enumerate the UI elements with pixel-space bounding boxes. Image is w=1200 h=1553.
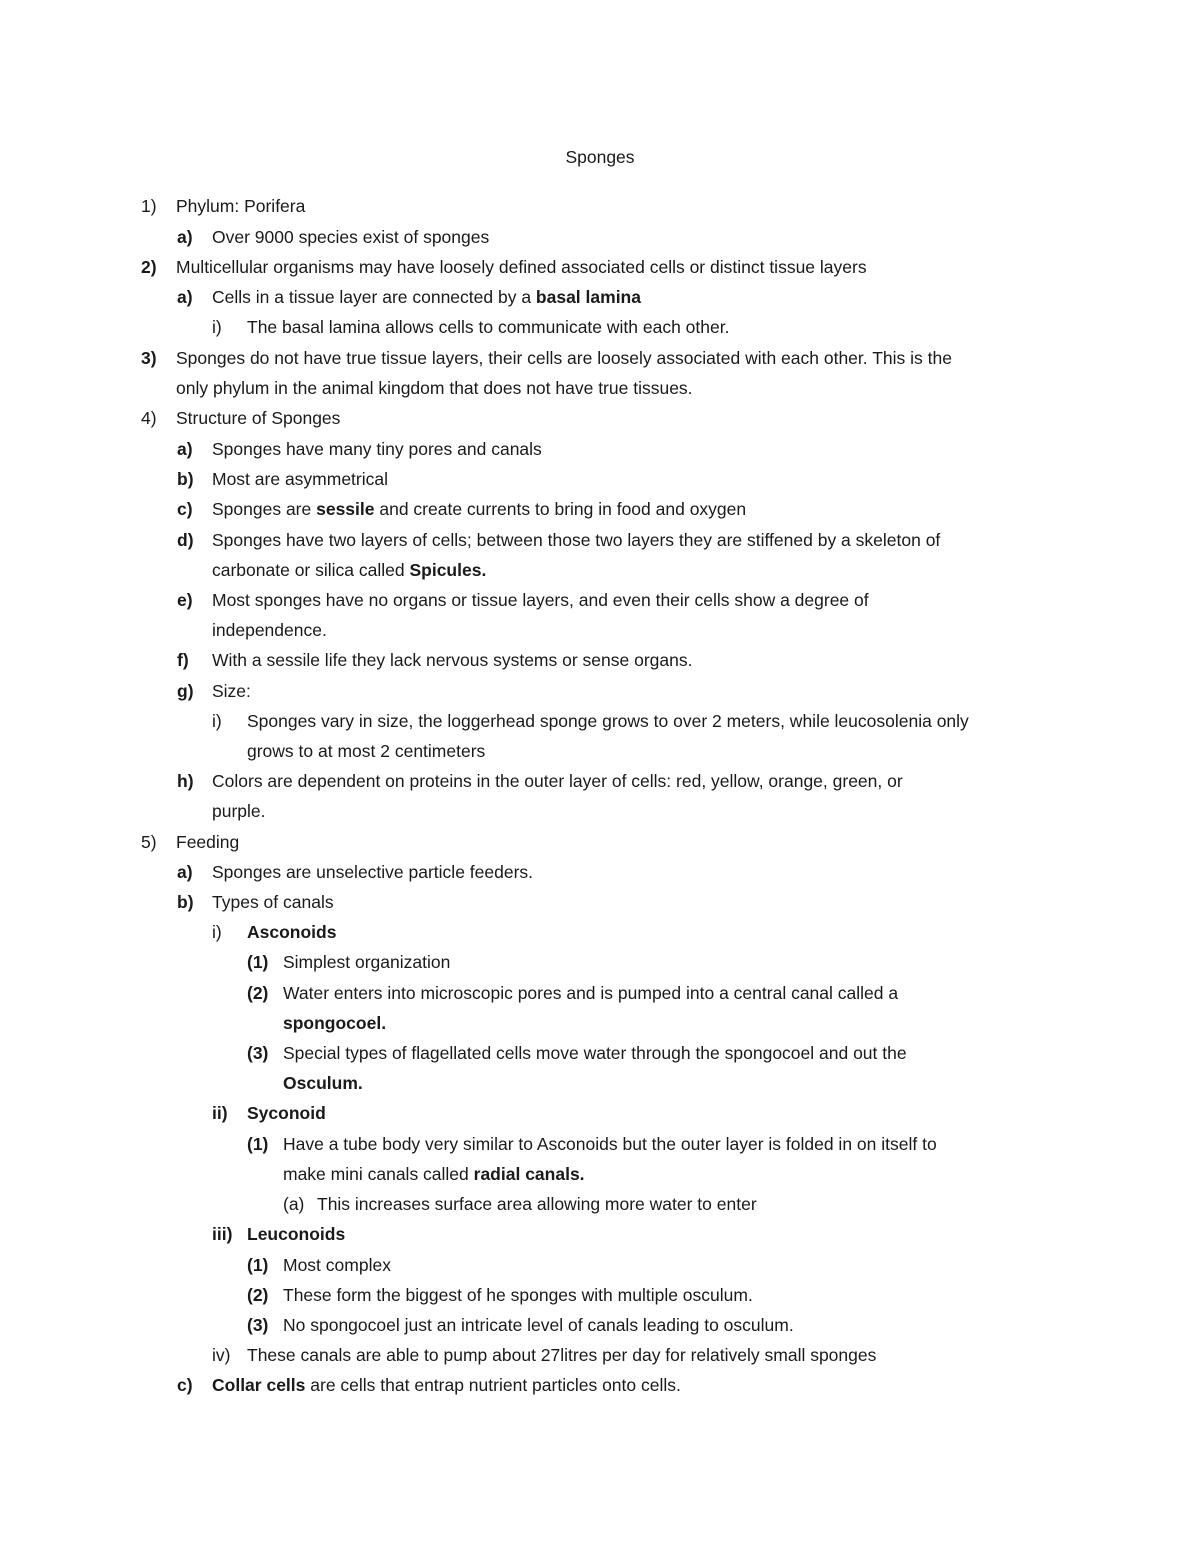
list-marker: (3)	[247, 1043, 269, 1063]
list-marker: f)	[177, 650, 189, 670]
list-item-text	[283, 1008, 386, 1038]
bold-term: spongocoel.	[283, 1013, 387, 1033]
list-marker: (2)	[247, 1285, 269, 1305]
list-item-text	[212, 676, 251, 706]
list-item-text	[212, 766, 903, 796]
text-run: Sponges do not have true tissue layers, their cells are loosely associated with each other. This is the	[176, 348, 952, 368]
text-run: Most are asymmetrical	[212, 469, 389, 489]
outline-line	[0, 1310, 1200, 1340]
list-item-text	[212, 796, 266, 826]
text-run: No spongocoel just an intricate level of canals leading to osculum.	[283, 1315, 794, 1335]
document-title: Sponges	[565, 147, 635, 167]
outline-line	[0, 434, 1200, 464]
list-marker: 1)	[141, 196, 157, 216]
list-item-text	[212, 645, 692, 675]
list-item-text	[247, 736, 485, 766]
outline-line	[0, 464, 1200, 494]
list-item-text	[176, 403, 340, 433]
text-run: Water enters into microscopic pores and is pumped into a central canal called a	[283, 983, 899, 1003]
outline-line	[0, 1340, 1200, 1370]
list-item-text	[176, 373, 693, 403]
list-item-text	[212, 615, 327, 645]
list-marker: h)	[177, 771, 194, 791]
list-item-text	[283, 1280, 753, 1310]
list-item-text	[283, 1159, 585, 1189]
bold-term: sessile	[316, 499, 375, 519]
outline-line	[0, 857, 1200, 887]
outline-line	[0, 1129, 1200, 1159]
outline-line	[0, 887, 1200, 917]
list-item-text	[247, 706, 969, 736]
list-item-text	[212, 464, 388, 494]
outline-line	[0, 706, 1200, 736]
list-item-text	[247, 917, 336, 947]
list-marker: d)	[177, 530, 194, 550]
list-item-text	[317, 1189, 757, 1219]
text-run: These canals are able to pump about 27litres per day for relatively small sponges	[247, 1345, 877, 1365]
bold-term: Spicules.	[409, 560, 487, 580]
list-marker: a)	[177, 862, 193, 882]
list-item-text	[212, 494, 746, 524]
outline-line	[0, 827, 1200, 857]
bold-term: basal lamina	[535, 287, 641, 307]
text-run: This increases surface area allowing more water to enter	[317, 1194, 757, 1214]
text-run: Feeding	[176, 832, 240, 852]
list-marker: (2)	[247, 983, 269, 1003]
text-run: The basal lamina allows cells to communicate with each other.	[247, 317, 730, 337]
text-run: Simplest organization	[283, 952, 451, 972]
list-marker: ii)	[212, 1103, 228, 1123]
list-item-text	[176, 191, 305, 221]
bold-term: Collar cells	[212, 1375, 306, 1395]
list-item-text	[247, 312, 729, 342]
list-marker: e)	[177, 590, 193, 610]
list-item-text	[283, 978, 898, 1008]
list-item-text	[212, 887, 334, 917]
list-marker: iv)	[212, 1345, 231, 1365]
list-item-text	[212, 555, 486, 585]
outline-line	[0, 1068, 1200, 1098]
list-marker: c)	[177, 499, 193, 519]
text-run: Sponges have many tiny pores and canals	[212, 439, 542, 459]
list-item-text	[247, 1340, 876, 1370]
text-run: Sponges vary in size, the loggerhead sponge grows to over 2 meters, while leucosolenia only	[247, 711, 969, 731]
text-run: Phylum: Porifera	[176, 196, 306, 216]
outline-line	[0, 796, 1200, 826]
list-item-text	[283, 1310, 794, 1340]
list-item-text	[283, 1250, 391, 1280]
outline-line	[0, 947, 1200, 977]
list-marker: 5)	[141, 832, 157, 852]
text-run: only phylum in the animal kingdom that does not have true tissues.	[176, 378, 693, 398]
text-run: Cells in a tissue layer are connected by a	[212, 287, 536, 307]
list-marker: (1)	[247, 1255, 269, 1275]
outline-line	[0, 978, 1200, 1008]
text-run: purple.	[212, 801, 266, 821]
outline-line	[0, 191, 1200, 221]
outline-line	[0, 1370, 1200, 1400]
text-run: Size:	[212, 681, 251, 701]
outline-line	[0, 615, 1200, 645]
list-item-text	[283, 1068, 363, 1098]
text-run: grows to at most 2 centimeters	[247, 741, 486, 761]
text-run: Special types of flagellated cells move water through the spongocoel and out the	[283, 1043, 907, 1063]
list-marker: i)	[212, 317, 222, 337]
list-item-text	[176, 343, 952, 373]
outline-line	[0, 252, 1200, 282]
outline-line	[0, 525, 1200, 555]
list-item-text	[212, 434, 542, 464]
list-marker: g)	[177, 681, 194, 701]
list-item-text	[212, 222, 489, 252]
outline-line	[0, 1280, 1200, 1310]
outline-line	[0, 222, 1200, 252]
list-marker: (1)	[247, 1134, 269, 1154]
list-marker: a)	[177, 227, 193, 247]
text-run: Multicellular organisms may have loosely defined associated cells or distinct tissue layers	[176, 257, 867, 277]
list-item-text	[212, 585, 869, 615]
outline-line	[0, 585, 1200, 615]
outline-line	[0, 1189, 1200, 1219]
text-run: Most sponges have no organs or tissue layers, and even their cells show a degree of	[212, 590, 869, 610]
text-run: Types of canals	[212, 892, 334, 912]
outline-line	[0, 1159, 1200, 1189]
text-run: These form the biggest of he sponges with multiple osculum.	[283, 1285, 753, 1305]
outline-line	[0, 555, 1200, 585]
outline-line	[0, 917, 1200, 947]
text-run: carbonate or silica called	[212, 560, 410, 580]
list-marker: a)	[177, 439, 193, 459]
bold-term: radial canals.	[473, 1164, 585, 1184]
list-marker: (3)	[247, 1315, 269, 1335]
outline-line	[0, 403, 1200, 433]
list-marker: c)	[177, 1375, 193, 1395]
outline-line	[0, 676, 1200, 706]
list-item-text	[283, 1038, 907, 1068]
list-marker: 2)	[141, 257, 157, 277]
list-item-text	[247, 1219, 345, 1249]
bold-term: Leuconoids	[247, 1224, 346, 1244]
outline-line	[0, 645, 1200, 675]
text-run: and create currents to bring in food and oxygen	[374, 499, 747, 519]
text-run: Sponges are unselective particle feeders.	[212, 862, 534, 882]
list-item-text	[212, 857, 533, 887]
list-item-text	[247, 1098, 326, 1128]
outline-line	[0, 1219, 1200, 1249]
list-marker: (1)	[247, 952, 269, 972]
text-run: Sponges are	[212, 499, 317, 519]
outline-line	[0, 282, 1200, 312]
text-run: are cells that entrap nutrient particles onto cells.	[305, 1375, 681, 1395]
list-marker: 4)	[141, 408, 157, 428]
outline-line	[0, 736, 1200, 766]
text-run: Have a tube body very similar to Asconoids but the outer layer is folded in on itself to	[283, 1134, 937, 1154]
bold-term: Syconoid	[247, 1103, 326, 1123]
list-marker: iii)	[212, 1224, 233, 1244]
text-run: Most complex	[283, 1255, 391, 1275]
list-marker: b)	[177, 892, 194, 912]
outline-line	[0, 766, 1200, 796]
list-marker: a)	[177, 287, 193, 307]
list-item-text	[176, 827, 239, 857]
outline-line	[0, 343, 1200, 373]
text-run: Sponges have two layers of cells; between those two layers they are stiffened by a skeleton of	[212, 530, 941, 550]
list-item-text	[212, 282, 641, 312]
list-item-text	[283, 1129, 937, 1159]
text-run: With a sessile life they lack nervous systems or sense organs.	[212, 650, 693, 670]
text-run: independence.	[212, 620, 327, 640]
list-item-text	[212, 1370, 681, 1400]
outline-line	[0, 1098, 1200, 1128]
outline-line	[0, 1038, 1200, 1068]
list-marker: b)	[177, 469, 194, 489]
list-marker: 3)	[141, 348, 157, 368]
list-item-text	[176, 252, 867, 282]
text-run: Structure of Sponges	[176, 408, 341, 428]
outline-line	[0, 373, 1200, 403]
text-run: Over 9000 species exist of sponges	[212, 227, 490, 247]
outline-line	[0, 1008, 1200, 1038]
outline-line	[0, 1250, 1200, 1280]
list-marker: i)	[212, 922, 222, 942]
outline-line	[0, 312, 1200, 342]
bold-term: Osculum.	[283, 1073, 363, 1093]
list-marker: i)	[212, 711, 222, 731]
text-run: make mini canals called	[283, 1164, 474, 1184]
text-run: Colors are dependent on proteins in the outer layer of cells: red, yellow, orange, green, or	[212, 771, 903, 791]
list-marker: (a)	[283, 1194, 305, 1214]
list-item-text	[212, 525, 940, 555]
bold-term: Asconoids	[247, 922, 337, 942]
list-item-text	[283, 947, 450, 977]
outline-line	[0, 494, 1200, 524]
